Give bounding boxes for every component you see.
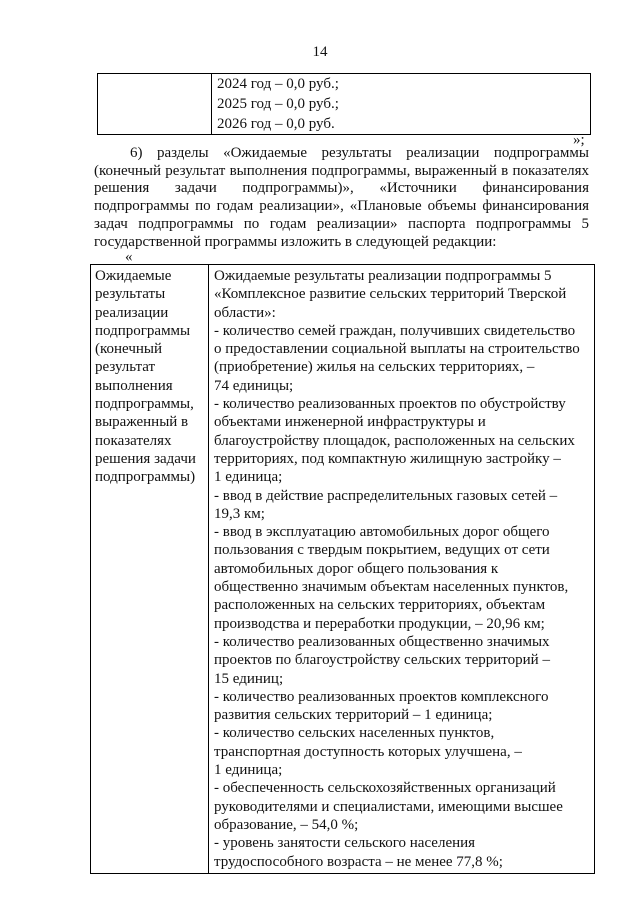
amendment-paragraph [94, 145, 589, 251]
paragraph-line: подпрограммы по годам реализации», «Плановые объемы финансирования [94, 198, 589, 215]
heading-line: подпрограммы, [95, 396, 194, 413]
content-line: 1 единица; [214, 762, 283, 779]
closing-quote: »; [573, 132, 585, 148]
heading-line: подпрограммы) [95, 469, 196, 486]
content-line: территориях, под компактную жилищную застройку – [214, 450, 561, 467]
content-line: развития сельских территорий – 1 единица; [214, 707, 493, 724]
funding-table-right-cell [212, 74, 591, 135]
content-line: образование, – 54,0 %; [214, 816, 359, 833]
heading-line: выраженный в [95, 414, 189, 431]
content-line: проектов по благоустройству сельских территорий – [214, 652, 550, 669]
content-line: трудоспособного возраста – не менее 77,8 %; [214, 853, 503, 870]
content-line: - количество сельских населенных пунктов, [214, 725, 495, 742]
heading-line: реализации [95, 304, 169, 321]
page-number: 14 [312, 44, 328, 60]
content-line: - количество реализованных общественно значимых [214, 633, 550, 650]
funding-table-left-cell [98, 74, 212, 135]
content-line: общественно значимым объектам населенных пунктов, [214, 579, 569, 596]
paragraph-line: (конечный результат выполнения подпрограммы, выраженный в показателях [94, 162, 589, 179]
heading-line: результаты [95, 286, 166, 303]
content-line: - количество семей граждан, получивших свидетельство [214, 322, 576, 339]
content-line: 15 единиц; [214, 670, 284, 687]
funding-line-2026: 2026 год – 0,0 руб. [217, 116, 335, 132]
content-line: руководителями и специалистами, имеющими высшее [214, 798, 563, 815]
content-line: о предоставлении социальной выплаты на строительство [214, 341, 580, 358]
content-line: - ввод в эксплуатацию автомобильных дорог общего [214, 524, 550, 541]
heading-line: Ожидаемые [95, 268, 172, 284]
heading-line: (конечный [95, 341, 163, 358]
content-line: (приобретение) жилья на сельских территориях, – [214, 359, 535, 376]
paragraph-line: государственной программы изложить в следующей редакции: [94, 233, 497, 250]
content-line: - обеспеченность сельскохозяйственных организаций [214, 780, 556, 797]
paragraph-line: задач подпрограммы по годам реализации» паспорта подпрограммы 5 [94, 215, 589, 232]
funding-table-fragment [97, 73, 591, 135]
content-line: «Комплексное развитие сельских территорий Тверской [214, 286, 567, 303]
content-line: автомобильных дорог общего пользования к [214, 560, 499, 577]
expected-results-table [90, 264, 595, 874]
heading-line: подпрограммы [95, 322, 191, 339]
content-line: объектами инженерной инфраструктуры и [214, 414, 486, 431]
content-line: 19,3 км; [214, 505, 265, 522]
funding-line-2025: 2025 год – 0,0 руб.; [217, 96, 339, 112]
content-line: 1 единица; [214, 469, 283, 486]
paragraph-line: решения задачи подпрограммы)», «Источники финансирования [94, 180, 589, 197]
content-line: благоустройству площадок, расположенных на сельских [214, 432, 575, 449]
heading-line: решения задачи [95, 450, 196, 467]
content-line: пользования с твердым покрытием, ведущих от сети [214, 542, 550, 559]
funding-line-2024: 2024 год – 0,0 руб.; [217, 76, 339, 92]
paragraph-line: 6) разделы «Ожидаемые результаты реализации подпрограммы [130, 145, 589, 161]
content-line: транспортная доступность которых улучшена, – [214, 743, 522, 760]
content-line: расположенных на сельских территориях, объектам [214, 597, 546, 614]
content-line: - количество реализованных проектов по обустройству [214, 396, 566, 413]
heading-line: показателях [95, 432, 172, 449]
content-line: производства и переработки продукции, – 20,96 км; [214, 615, 545, 632]
results-heading-cell [91, 265, 209, 874]
heading-line: выполнения [95, 377, 173, 394]
opening-quote: « [125, 249, 133, 265]
content-line: области»: [214, 304, 276, 321]
content-line: - количество реализованных проектов комплексного [214, 688, 549, 705]
results-content-cell [209, 265, 595, 874]
content-line: Ожидаемые результаты реализации подпрограммы 5 [214, 268, 552, 284]
heading-line: результат [95, 359, 156, 376]
content-line: - уровень занятости сельского населения [214, 835, 476, 852]
content-line: 74 единицы; [214, 377, 294, 394]
content-line: - ввод в действие распределительных газовых сетей – [214, 487, 558, 504]
